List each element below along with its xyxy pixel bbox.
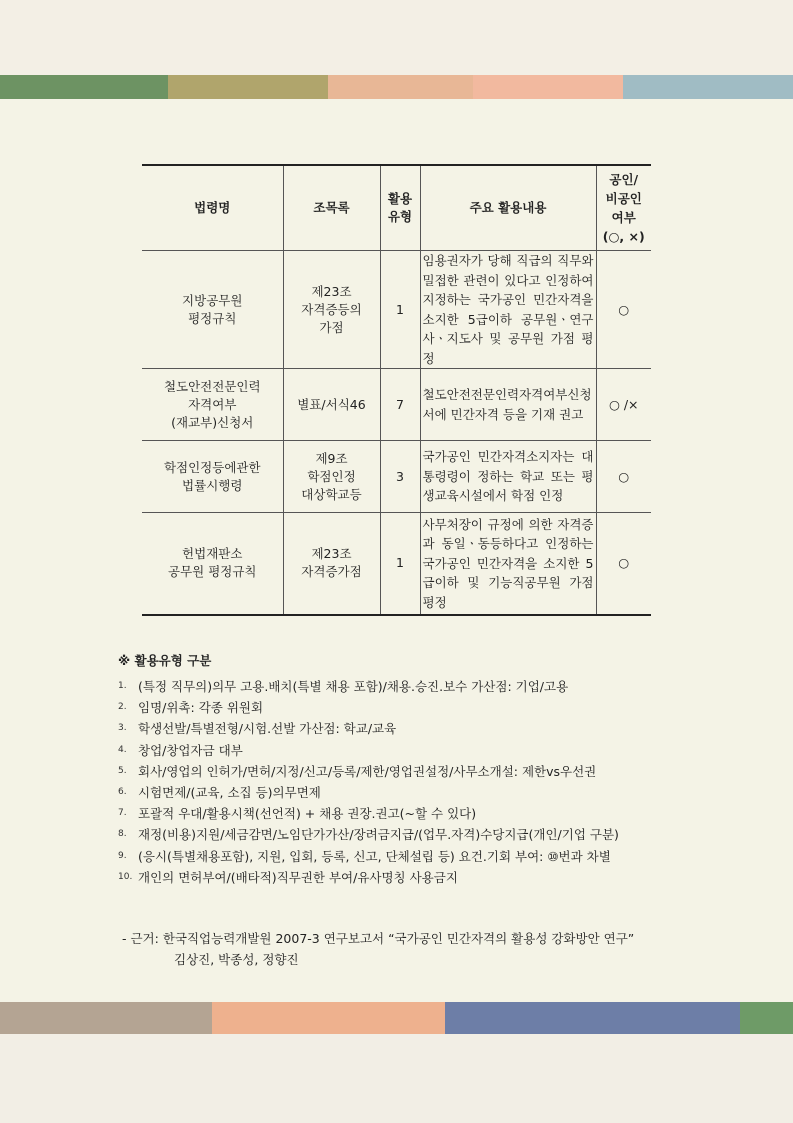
article-cell [283,441,380,513]
legend-item-number: 2. [118,702,127,713]
header-article: 조목록 [283,165,380,251]
text-line: 활용 [387,191,413,206]
source-citation [122,928,634,970]
usage-type-legend [118,652,678,888]
legend-item-number: 9. [118,850,127,861]
law-name-cell [142,369,283,441]
table-row [142,369,651,441]
header-law-name: 법령명 [142,165,283,251]
legend-item-number: 3. [118,723,127,734]
band-segment [473,75,623,99]
legend-item [118,676,678,697]
text-line: 제23조 [311,283,352,299]
band-segment [168,75,328,99]
article-cell [283,251,380,369]
legend-item-text: 학생선발/특별전형/시험.선발 가산점: 학교/교육 [138,721,397,737]
law-name-cell [142,251,283,369]
legend-item [118,718,678,739]
band-segment [328,75,473,99]
legend-item [118,697,678,718]
usage-type-cell: 7 [380,369,420,441]
legend-item-text: 개인의 면허부여/(배타적)직무권한 부여/유사명칭 사용금지 [138,869,458,885]
text-line: 지방공무원 [182,292,243,308]
text-line: 여부 [611,210,636,225]
usage-type-cell: 3 [380,441,420,513]
table-row [142,251,651,369]
text-line: 평정규칙 [188,310,237,326]
source-authors: 김상진, 박종성, 정향진 [174,952,299,967]
band-segment [0,75,168,99]
text-line: 철도안전전문인력 [163,378,261,394]
legend-item-number: 6. [118,786,127,797]
band-segment [445,1002,740,1034]
text-line: 제23조 [311,546,352,562]
bottom-color-band [0,1002,793,1034]
legend-item-text: 재정(비용)지원/세금감면/노임단가가산/장려금지급/(업무.자격)수당지급(개인/기업 구분) [138,827,619,843]
legend-item-number: 4. [118,744,127,755]
legend-item [118,740,678,761]
law-name-cell [142,441,283,513]
band-segment [0,1002,212,1034]
content-cell: 사무처장이 규정에 의한 자격증과 동일ㆍ동등하다고 인정하는 국가공인 민간자격을 소지한 5급이하 및 기능직공무원 가점 평정 [420,513,596,615]
text-line: 비공인 [605,191,642,206]
public-status-cell: ○ [596,251,651,369]
text-line: 법률시행령 [182,477,243,493]
public-status-cell: ○ /× [596,369,651,441]
band-segment [740,1002,793,1034]
text-line: 공무원 평정규칙 [168,564,257,580]
article-cell [283,369,380,441]
public-status-cell: ○ [596,441,651,513]
text-line: (○, ×) [602,229,645,244]
legend-item-text: 포괄적 우대/활용시책(선언적) + 채용 권장.권고(~할 수 있다) [138,806,477,822]
text-line: 제9조 [315,450,348,466]
content-cell: 국가공인 민간자격소지자는 대통령령이 정하는 학교 또는 평생교육시설에서 학점 인정 [420,441,596,513]
text-line: 유형 [387,209,413,224]
law-usage-table [142,164,651,616]
legend-item-number: 5. [118,765,127,776]
legend-item-text: (특정 직무의)의무 고용.배치(특별 채용 포함)/채용.승진.보수 가산점: 기업/고용 [138,679,569,694]
text-line: 공인/ [609,172,639,187]
text-line: 학점인정등에관한 [163,459,261,475]
source-line: - 근거: 한국직업능력개발원 2007-3 연구보고서 “국가공인 민간자격의 활용성 강화방안 연구” [122,931,635,946]
article-cell [283,513,380,615]
band-segment [212,1002,445,1034]
content-cell: 철도안전전문인력자격여부신청서에 민간자격 등을 기재 권고 [420,369,596,441]
legend-item-number: 8. [118,829,127,840]
content-cell: 임용권자가 당해 직급의 직무와 밀접한 관련이 있다고 인정하여 지정하는 국가공인 민간자격을 소지한 5급이하 공무원ㆍ연구사ㆍ지도사 및 공무원 가점 평정 [420,251,596,369]
legend-item-text: 창업/창업자금 대부 [138,742,243,758]
legend-item [118,867,678,888]
legend-item-text: 회사/영업의 인허가/면허/지정/신고/등록/제한/영업권설정/사무소개설: 제한vs우선권 [138,763,597,779]
legend-title: ※ 활용유형 구분 [118,653,212,668]
text-line: 학점인정 [307,468,356,484]
table-row [142,513,651,615]
text-line: 별표/서식46 [297,396,366,412]
legend-item [118,803,678,824]
table-row [142,441,651,513]
legend-item-text: 임명/위촉: 각종 위원회 [138,700,264,716]
legend-item-text: (응시(특별채용포함), 지원, 입회, 등록, 신고, 단체설립 등) 요건.기회 부여: ⑩번과 차별 [138,848,611,864]
legend-list [118,676,678,888]
usage-type-cell: 1 [380,513,420,615]
text-line: 헌법재판소 [182,546,243,562]
public-status-cell: ○ [596,513,651,615]
text-line: 자격증가점 [301,564,362,580]
legend-item-number: 7. [118,808,127,819]
header-usage-type [380,165,420,251]
legend-item [118,782,678,803]
legend-item [118,824,678,845]
page-bottom-margin [0,1034,793,1123]
text-line: (재교부)신청서 [171,414,254,430]
legend-item-number: 1. [118,681,127,691]
legend-item-text: 시험면제/(교육, 소집 등)의무면제 [138,784,321,800]
legend-item-number: 10. [118,871,133,882]
top-color-band [0,75,793,99]
legend-item [118,846,678,867]
legend-item [118,761,678,782]
header-public-status [596,165,651,251]
band-segment [623,75,793,99]
usage-type-cell: 1 [380,251,420,369]
page-top-margin [0,0,793,75]
law-name-cell [142,513,283,615]
table-header-row [142,165,651,251]
header-main-content: 주요 활용내용 [420,165,596,251]
text-line: 가점 [319,319,344,335]
text-line: 대상학교등 [301,486,362,502]
text-line: 자격여부 [188,396,237,412]
text-line: 자격증등의 [301,301,362,317]
